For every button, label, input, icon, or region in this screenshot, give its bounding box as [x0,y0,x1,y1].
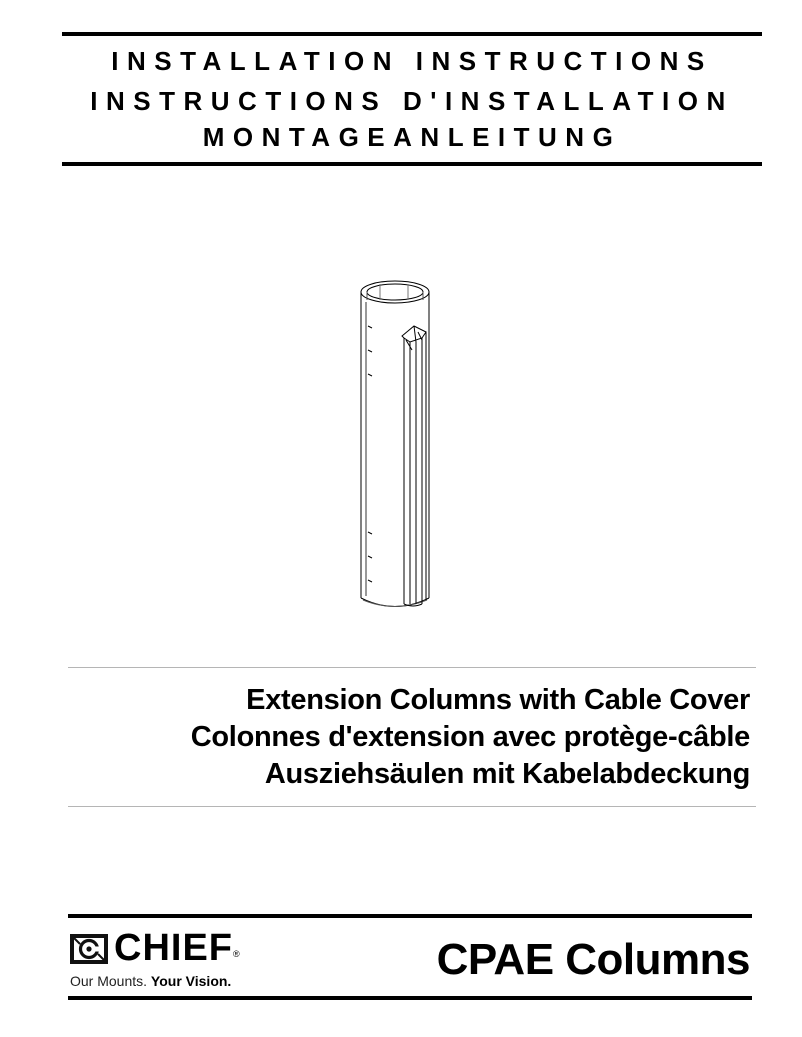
extension-column-illustration [340,270,460,615]
header-top-rule [62,32,762,36]
chief-logo [68,927,268,990]
product-title-en: Extension Columns with Cable Cover [246,684,750,716]
header-title-en: INSTALLATION INSTRUCTIONS [111,46,713,76]
footer-top-rule [68,914,752,918]
model-title: CPAE Columns [436,935,750,984]
product-title-de: Ausziehsäulen mit Kabelabdeckung [264,758,750,790]
product-bottom-rule [68,806,756,807]
header-title-fr: INSTRUCTIONS D'INSTALLATION [90,86,734,116]
product-top-rule [68,667,756,668]
brand-tagline [70,972,231,990]
tagline-bold: Your Vision. [150,973,232,989]
tagline-light: Our Mounts. [70,973,148,989]
chief-logo-mark-icon [70,934,108,964]
product-title-fr: Colonnes d'extension avec protège-câble [190,721,750,753]
header-bottom-rule [62,162,762,166]
chief-logo-wordmark [114,926,241,970]
footer-bottom-rule [68,996,752,1000]
registered-mark: ® [233,949,241,959]
brand-name: CHIEF [114,927,233,969]
header-title-de: MONTAGEANLEITUNG [202,122,622,152]
